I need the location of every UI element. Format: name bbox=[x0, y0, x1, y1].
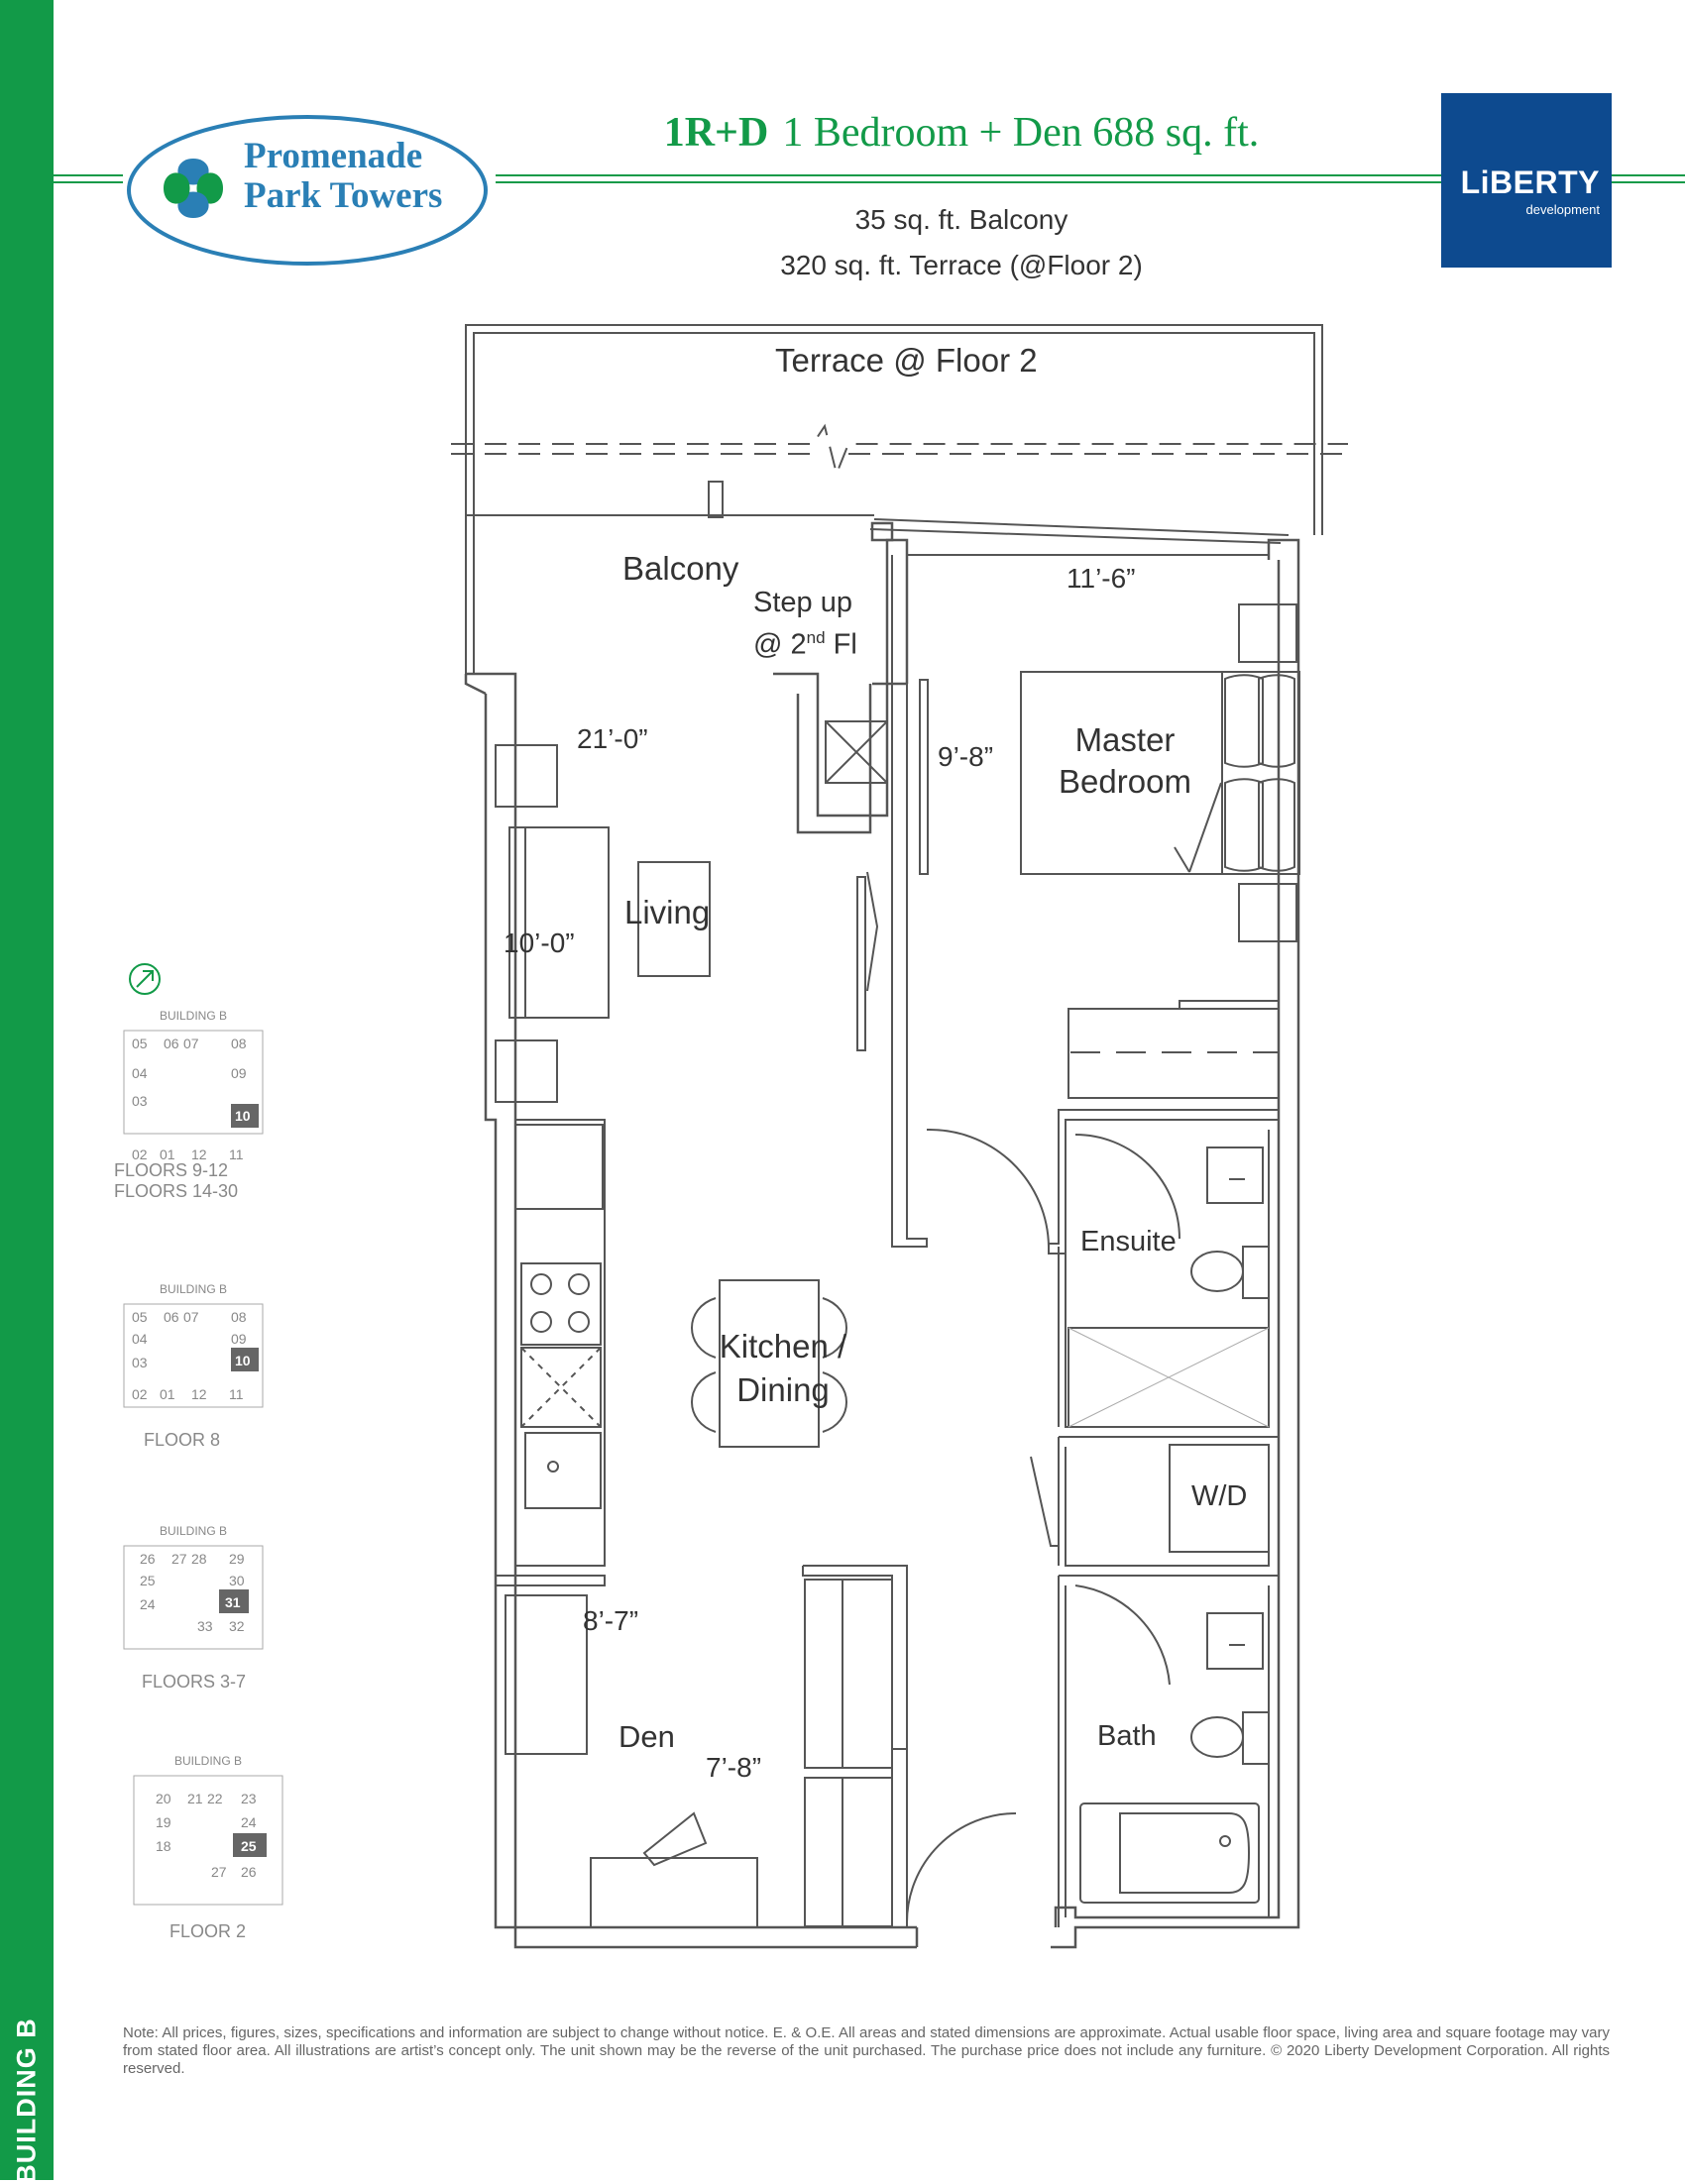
kp2-r2-0: 04 bbox=[132, 1331, 148, 1347]
kp1-r1-1: 06 bbox=[164, 1036, 179, 1051]
kp4-r4-0: 27 bbox=[211, 1864, 227, 1880]
kp3-r3-0: 24 bbox=[140, 1596, 156, 1612]
disclaimer-note: Note: All prices, figures, sizes, specifications and information are subject to change without notice. E. & O.E. All areas and stated dimensions are approximate. Actual usable floor space, living area and square footage may vary from stated floor area. All illustrations are artist’s concept only. The unit shown may be the reverse of the unit purchased. The purchase price does not include any furniture. © 2020 Liberty Development Corporation. All rights reserved. bbox=[123, 2024, 1610, 2077]
unit-code: 1R+D bbox=[663, 110, 769, 156]
master-width-dim: 11’-6” bbox=[1067, 563, 1136, 594]
kp1-r4-1: 01 bbox=[160, 1147, 175, 1162]
developer-sub: development bbox=[1525, 202, 1600, 217]
kp2-r2-1: 09 bbox=[231, 1331, 247, 1347]
kp3-r1-0: 26 bbox=[140, 1551, 156, 1567]
keyplate-2-plan bbox=[114, 1296, 273, 1415]
step-up-sup: nd bbox=[806, 628, 826, 647]
unit-description: 1 Bedroom + Den 688 sq. ft. bbox=[782, 110, 1260, 156]
keyplate-4-plan bbox=[124, 1768, 292, 1916]
kp3-r4-0: 33 bbox=[197, 1618, 213, 1634]
keyplate-1-floors-b: FLOORS 14-30 bbox=[114, 1181, 239, 1201]
kp2-r1-3: 08 bbox=[231, 1309, 247, 1325]
kp1-r3-0: 03 bbox=[132, 1093, 148, 1109]
step-up-label: Step up bbox=[753, 587, 852, 618]
step-up-fl: Fl bbox=[825, 628, 857, 661]
keyplate-1-plan bbox=[114, 1023, 273, 1162]
kitchen-line-2: Dining bbox=[736, 1371, 830, 1408]
keyplate-2-floors: FLOOR 8 bbox=[144, 1430, 221, 1450]
master-line-2: Bedroom bbox=[1059, 763, 1191, 800]
kp1-r4-3: 11 bbox=[229, 1147, 244, 1162]
den-width-dim: 8’-7” bbox=[583, 1605, 639, 1636]
bath-label: Bath bbox=[1097, 1720, 1157, 1752]
den-furniture bbox=[506, 1580, 892, 1927]
keyplate-1 bbox=[114, 1009, 302, 1202]
kp2-r1-2: 07 bbox=[183, 1309, 199, 1325]
keyplate-4-floors: FLOOR 2 bbox=[169, 1921, 247, 1941]
kp3-r1-2: 28 bbox=[191, 1551, 207, 1567]
kitchen-dining-label bbox=[694, 1325, 872, 1412]
kp1-r2-1: 09 bbox=[231, 1065, 247, 1081]
step-up-at: @ 2 bbox=[753, 628, 807, 661]
ensuite-fixtures bbox=[1068, 1147, 1269, 1427]
living-width-dim: 10’-0” bbox=[504, 928, 575, 958]
kp4-r1-1: 21 bbox=[187, 1791, 203, 1806]
kitchen-line-1: Kitchen / bbox=[719, 1328, 847, 1365]
north-arrow-icon bbox=[127, 961, 163, 997]
kitchen-counter bbox=[515, 1120, 605, 1566]
den-depth-dim: 7’-8” bbox=[706, 1752, 762, 1783]
kp3-r2-1: 30 bbox=[229, 1573, 245, 1588]
keyplate-3 bbox=[114, 1524, 302, 1693]
kp2-r1-1: 06 bbox=[164, 1309, 179, 1325]
kp2-r4-2: 12 bbox=[191, 1386, 207, 1402]
kp4-r2-0: 19 bbox=[156, 1814, 171, 1830]
master-line-1: Master bbox=[1074, 721, 1176, 758]
keyplate-2 bbox=[114, 1282, 302, 1451]
kp1-r4-2: 12 bbox=[191, 1147, 207, 1162]
kp3-r3-1: 31 bbox=[225, 1594, 241, 1610]
developer-name: LiBERTY bbox=[1460, 164, 1600, 200]
kp1-r1-2: 07 bbox=[183, 1036, 199, 1051]
kp2-r4-1: 01 bbox=[160, 1386, 175, 1402]
keyplate-1-floors-a: FLOORS 9-12 bbox=[114, 1160, 229, 1180]
step-up-floor-label bbox=[753, 628, 857, 662]
kp1-r3-1: 10 bbox=[235, 1108, 251, 1124]
kp2-r3-1: 10 bbox=[235, 1353, 251, 1368]
kp3-r2-0: 25 bbox=[140, 1573, 156, 1588]
kp4-r1-2: 22 bbox=[207, 1791, 223, 1806]
kp1-r1-3: 08 bbox=[231, 1036, 247, 1051]
kp1-r1-0: 05 bbox=[132, 1036, 148, 1051]
kp4-r3-0: 18 bbox=[156, 1838, 171, 1854]
keyplate-4 bbox=[124, 1754, 312, 1942]
bath-fixtures bbox=[1080, 1613, 1269, 1903]
ensuite-label: Ensuite bbox=[1080, 1226, 1177, 1257]
keyplate-1-building: BUILDING B bbox=[159, 1009, 227, 1023]
brand-line-1: Promenade bbox=[244, 136, 423, 176]
kp1-r4-0: 02 bbox=[132, 1147, 148, 1162]
kp4-r2-1: 24 bbox=[241, 1814, 257, 1830]
balcony-area: 35 sq. ft. Balcony bbox=[854, 204, 1068, 235]
balcony-label: Balcony bbox=[622, 550, 739, 587]
kp4-r1-0: 20 bbox=[156, 1791, 171, 1806]
kp2-r3-0: 03 bbox=[132, 1355, 148, 1370]
kp2-r1-0: 05 bbox=[132, 1309, 148, 1325]
kp4-r3-1: 25 bbox=[241, 1838, 257, 1854]
building-side-label: BUILDING B bbox=[11, 2018, 42, 2184]
kp2-r4-0: 02 bbox=[132, 1386, 148, 1402]
terrace-label: Terrace @ Floor 2 bbox=[775, 342, 1038, 379]
wd-label: W/D bbox=[1191, 1480, 1248, 1512]
master-bedroom-label bbox=[1036, 719, 1214, 803]
kp3-r1-3: 29 bbox=[229, 1551, 245, 1567]
kp4-r1-3: 23 bbox=[241, 1791, 257, 1806]
kp2-r4-3: 11 bbox=[229, 1386, 244, 1402]
balcony-outline bbox=[466, 482, 1289, 543]
master-depth-dim: 9’-8” bbox=[938, 741, 994, 772]
hvac-closet-icon bbox=[826, 721, 887, 783]
kp1-r2-0: 04 bbox=[132, 1065, 148, 1081]
kp4-r4-1: 26 bbox=[241, 1864, 257, 1880]
keyplate-3-building: BUILDING B bbox=[159, 1524, 227, 1538]
den-label: Den bbox=[618, 1719, 675, 1754]
keyplate-4-building: BUILDING B bbox=[173, 1754, 242, 1768]
terrace-area: 320 sq. ft. Terrace (@Floor 2) bbox=[780, 250, 1143, 280]
keyplate-3-plan bbox=[114, 1538, 273, 1657]
living-label: Living bbox=[624, 894, 711, 930]
kp3-r4-1: 32 bbox=[229, 1618, 245, 1634]
keyplate-2-building: BUILDING B bbox=[159, 1282, 227, 1296]
kp3-r1-1: 27 bbox=[171, 1551, 187, 1567]
keyplate-3-floors: FLOORS 3-7 bbox=[142, 1672, 247, 1692]
brand-line-2: Park Towers bbox=[244, 175, 443, 216]
balcony-width-dim: 21’-0” bbox=[577, 723, 648, 754]
